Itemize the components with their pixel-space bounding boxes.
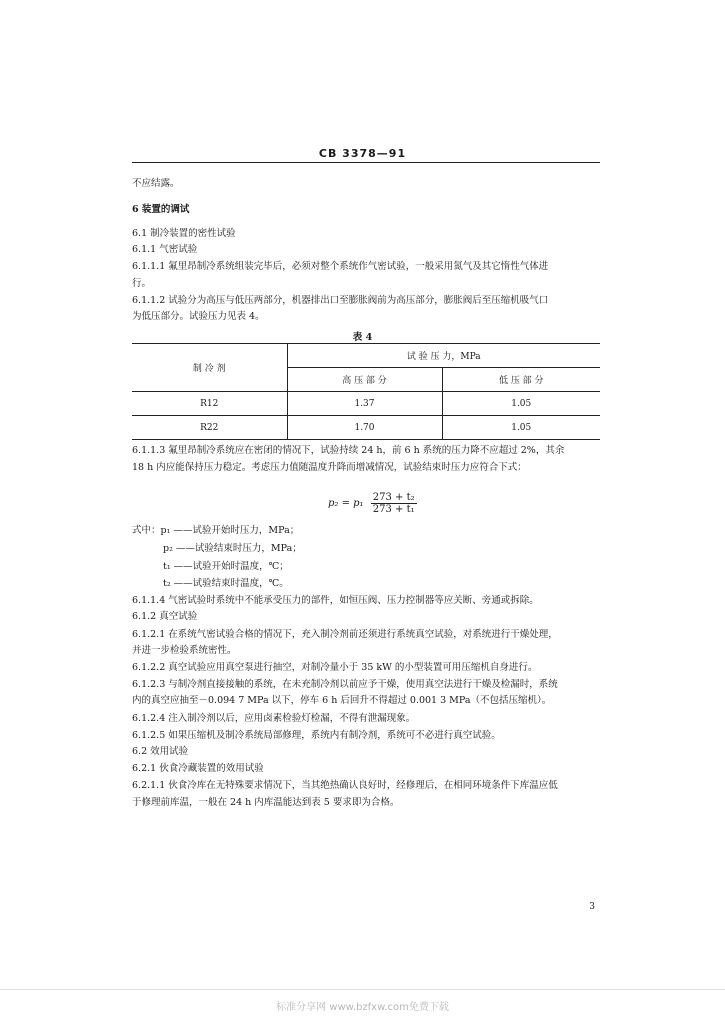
table-row [132, 392, 600, 416]
text-line: 18 h 内应能保持压力稳定。考虑压力值随温度升降而增减情况，试验结束时压力应符合下式： [132, 462, 527, 473]
text-line: 为低压部分。试验压力见表 4。 [132, 311, 265, 322]
cell-refrigerant: R12 [132, 392, 287, 416]
watermark: 标准分享网 www.bzfxw.com免费下载 [276, 1002, 449, 1013]
formula-denominator: 273 + t₁ [372, 504, 415, 515]
pressure-formula [328, 492, 417, 515]
text-line: 并进一步检验系统密性。 [132, 645, 237, 656]
col-header-high: 高 压 部 分 [287, 368, 442, 392]
text-line: 6.1.1.4 气密试验时系统中不能承受压力的部件，如恒压阀、压力控制器等应关断、旁通或拆除。 [132, 595, 539, 606]
text-line: 6.1.2.4 注入制冷剂以后，应用卤素检验灯检漏，不得有泄漏现象。 [132, 713, 416, 724]
header-rule [132, 162, 600, 163]
text-line: 行。 [132, 278, 152, 289]
page-number: 3 [589, 902, 595, 912]
table-caption: 表 4 [352, 332, 373, 343]
pressure-table [132, 343, 600, 440]
subsection-heading: 6.2 效用试验 [132, 746, 189, 757]
subsection-heading: 6.2.1 伙食冷藏装置的效用试验 [132, 763, 264, 774]
cell-low: 1.05 [442, 392, 600, 416]
formula-fraction [371, 492, 417, 515]
formula-numerator: 273 + t₂ [372, 492, 415, 503]
subsection-heading: 6.1.1 气密试验 [132, 244, 198, 255]
doc-code: CB 3378—91 [318, 147, 407, 160]
text-line: 6.2.1.1 伙食冷库在无特殊要求情况下，当其绝热确认良好时，经修理后，在相同环境条件下库温应低 [132, 780, 558, 791]
text-line: 6.1.1.1 氟里昂制冷系统组装完毕后，必须对整个系统作气密试验，一般采用氮气及其它惰性气体进 [132, 261, 549, 272]
text-line: 6.1.2.5 如果压缩机及制冷系统局部修理，系统内有制冷剂，系统可不必进行真空试验。 [132, 730, 501, 741]
col-header-test-pressure: 试 验 压 力，MPa [287, 344, 600, 368]
subsection-heading: 6.1.2 真空试验 [132, 611, 198, 622]
text-line: 于修理前库温，一般在 24 h 内库温能达到表 5 要求即为合格。 [132, 797, 400, 808]
section-heading: 6 装置的调试 [132, 204, 190, 215]
text-line: 6.1.2.2 真空试验应用真空泵进行抽空，对制冷量小于 35 kW 的小型装置可用压缩机自身进行。 [132, 662, 538, 673]
text-line: 6.1.1.3 氟里昂制冷系统应在密闭的情况下，试验持续 24 h，前 6 h 系统的压力降不应超过 2%，其余 [132, 445, 565, 456]
text-line: 6.1.1.2 试验分为高压与低压两部分，机器排出口至膨胀阀前为高压部分，膨胀阀后至压缩机吸气口 [132, 295, 549, 306]
footer-divider [0, 989, 725, 990]
cell-low: 1.05 [442, 416, 600, 440]
text-line: 6.1.2.1 在系统气密试验合格的情况下，充入制冷剂前还须进行系统真空试验，对系统进行干燥处理， [132, 629, 558, 640]
text-line: 6.1.2.3 与制冷剂直接接触的系统，在未充制冷剂以前应予干燥，使用真空法进行干燥及检漏时，系统 [132, 679, 558, 690]
where-item: t₂ ——试验结束时温度，℃。 [163, 578, 289, 589]
col-header-low: 低 压 部 分 [442, 368, 600, 392]
table-row [132, 416, 600, 440]
col-header-refrigerant: 制 冷 剂 [132, 344, 287, 392]
where-item: 式中：p₁ ——试验开始时压力，MPa； [132, 525, 300, 536]
where-item: p₂ ——试验结束时压力，MPa； [163, 543, 302, 554]
text-line: 内的真空应抽至－0.094 7 MPa 以下，停车 6 h 后回升不得超过 0.001 3 MPa（不包括压缩机）。 [132, 695, 552, 706]
where-item: t₁ ——试验开始时温度，℃； [163, 561, 289, 572]
cell-high: 1.70 [287, 416, 442, 440]
formula-lhs: p₂ = p₁ [328, 498, 364, 509]
subsection-heading: 6.1 制冷装置的密性试验 [132, 228, 236, 239]
cell-high: 1.37 [287, 392, 442, 416]
text-line: 不应结露。 [132, 178, 180, 189]
cell-refrigerant: R22 [132, 416, 287, 440]
